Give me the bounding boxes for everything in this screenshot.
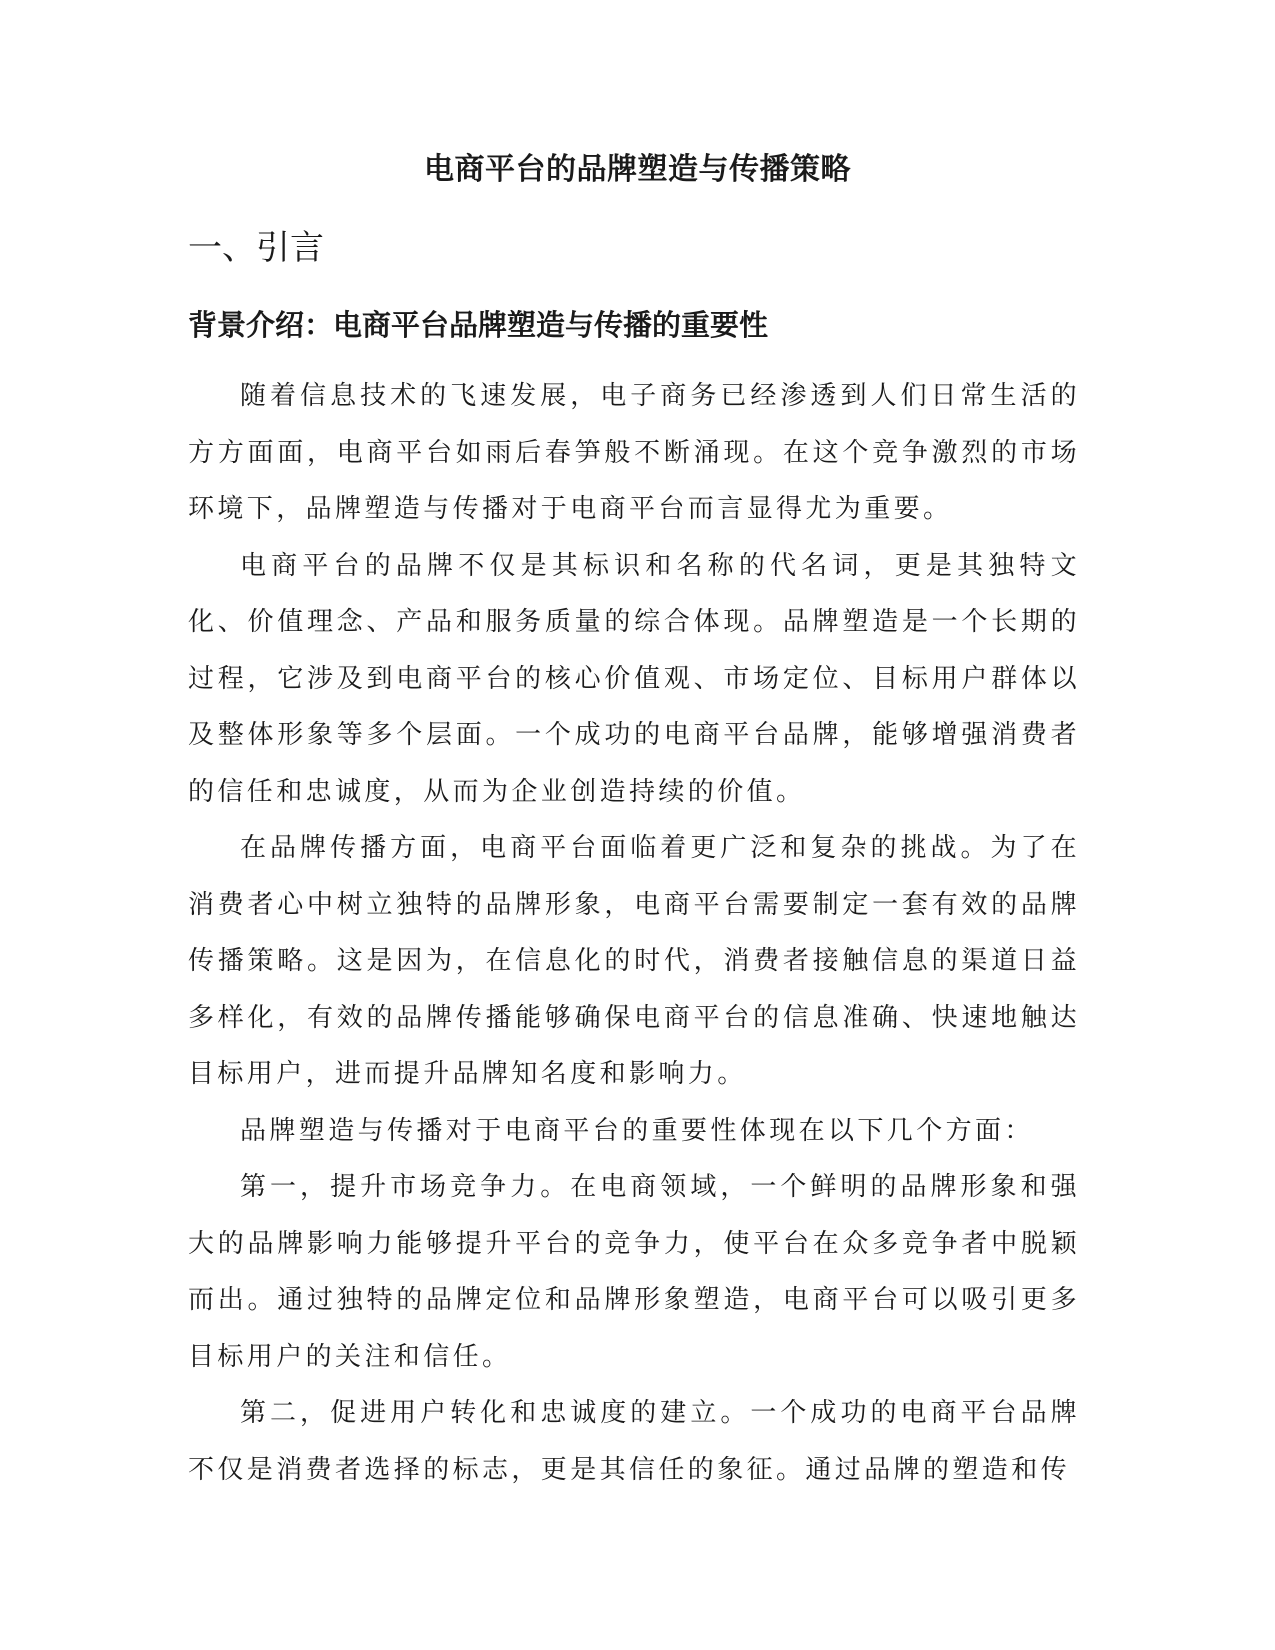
section-heading: 一、引言 <box>188 228 324 268</box>
document-title: 电商平台的品牌塑造与传播策略 <box>424 152 851 187</box>
paragraph: 第二，促进用户转化和忠诚度的建立。一个成功的电商平台品牌不仅是消费者选择的标志，更是其信任的象征。通过品牌的塑造和传 <box>188 1398 1080 1485</box>
body-text <box>188 368 1080 1498</box>
subsection-heading: 背景介绍：电商平台品牌塑造与传播的重要性 <box>188 308 769 342</box>
paragraph: 第一，提升市场竞争力。在电商领域，一个鲜明的品牌形象和强大的品牌影响力能够提升平台的竞争力，使平台在众多竞争者中脱颖而出。通过独特的品牌定位和品牌形象塑造，电商平台可以吸引更多目标用户的关注和信任。 <box>188 1172 1080 1372</box>
paragraph: 电商平台的品牌不仅是其标识和名称的代名词，更是其独特文化、价值理念、产品和服务质量的综合体现。品牌塑造是一个长期的过程，它涉及到电商平台的核心价值观、市场定位、目标用户群体以及整体形象等多个层面。一个成功的电商平台品牌，能够增强消费者的信任和忠诚度，从而为企业创造持续的价值。 <box>188 550 1080 807</box>
paragraph: 在品牌传播方面，电商平台面临着更广泛和复杂的挑战。为了在消费者心中树立独特的品牌形象，电商平台需要制定一套有效的品牌传播策略。这是因为，在信息化的时代，消费者接触信息的渠道日益多样化，有效的品牌传播能够确保电商平台的信息准确、快速地触达目标用户，进而提升品牌知名度和影响力。 <box>188 833 1080 1089</box>
paragraph: 随着信息技术的飞速发展，电子商务已经渗透到人们日常生活的方方面面，电商平台如雨后春笋般不断涌现。在这个竞争激烈的市场环境下，品牌塑造与传播对于电商平台而言显得尤为重要。 <box>188 381 1080 524</box>
paragraph: 品牌塑造与传播对于电商平台的重要性体现在以下几个方面： <box>240 1115 1034 1146</box>
